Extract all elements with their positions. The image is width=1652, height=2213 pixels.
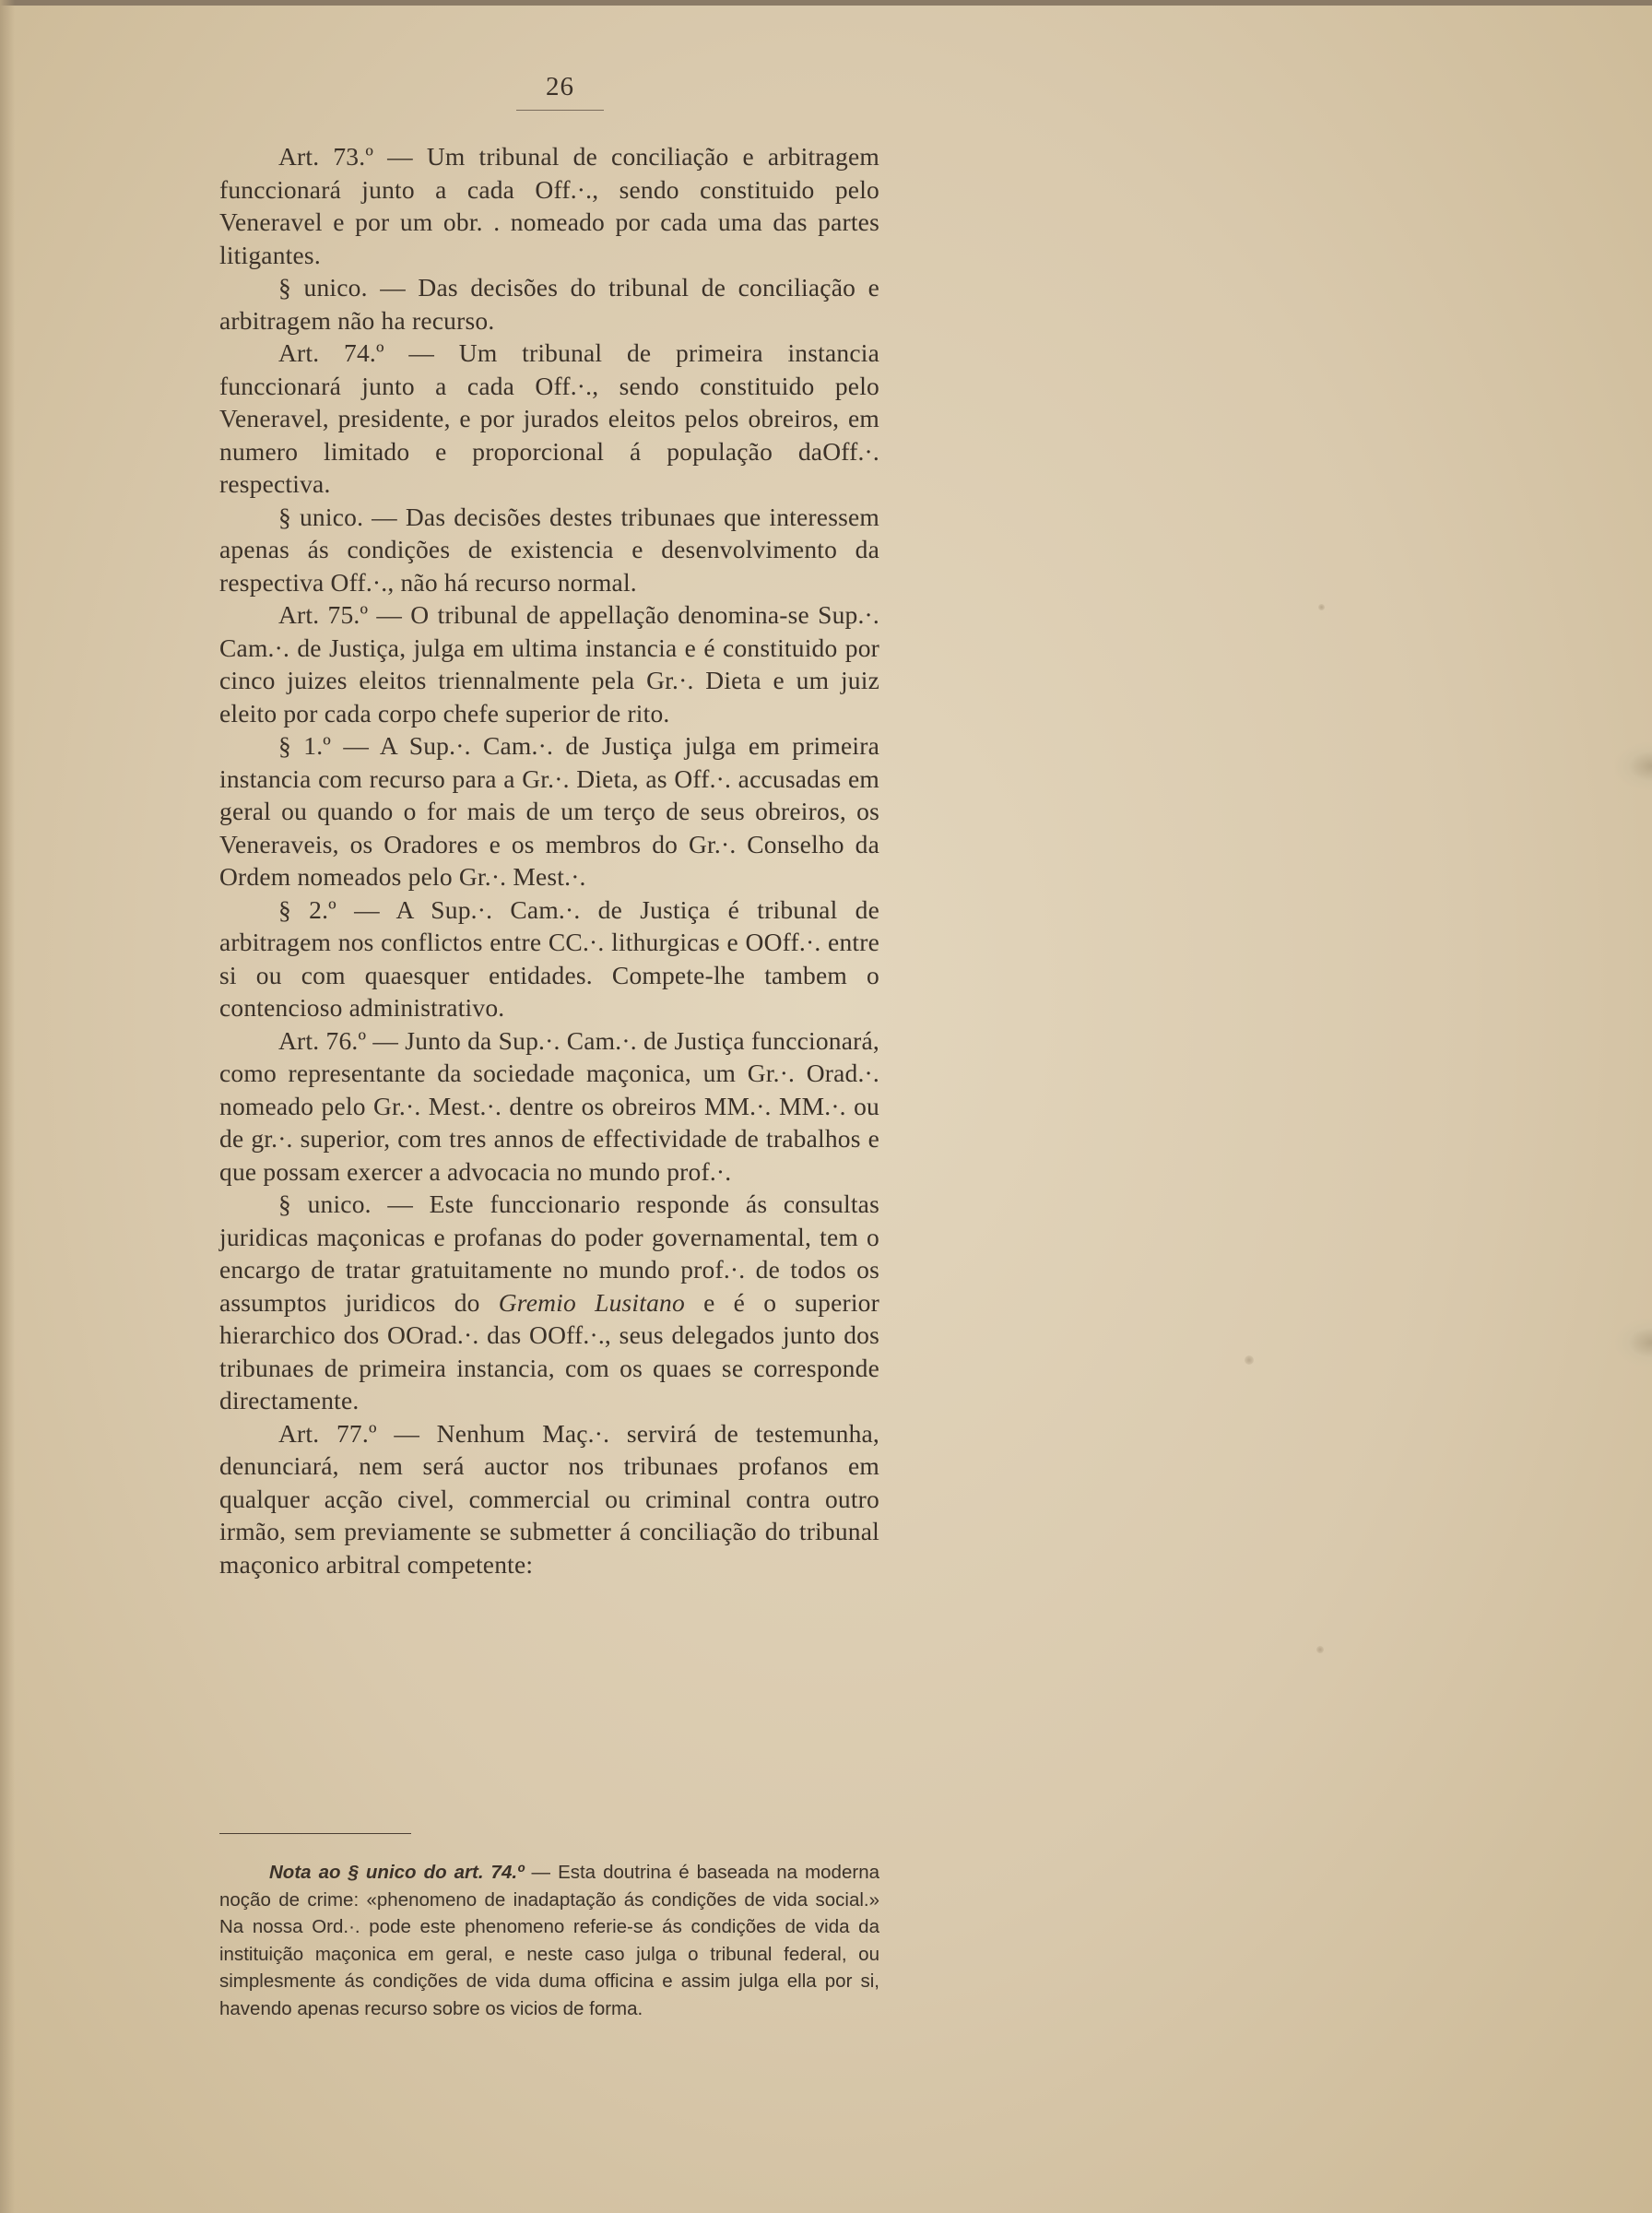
- footnote-divider: [219, 1833, 411, 1834]
- page-stain: [1245, 1355, 1254, 1365]
- page-number: 26: [516, 72, 604, 111]
- footnote-text: — Esta doutrina é baseada na moderna noção de crime: «phenomeno de inadaptação ás condições de vida social.» Na nossa Ord.·. pode este phenomeno referie-se ás condições de vida da instituição maçonica em geral, e neste caso julga o tribunal federal, ou simplesmente ás condições de vida duma officina e assim julga ella por si, havendo apenas recurso sobre os vicios de forma.: [219, 1862, 879, 2019]
- footnote: [219, 1859, 879, 2022]
- paragraph-art-75-s2: § 2.º — A Sup.·. Cam.·. de Justiça é tribunal de arbitragem nos conflictos entre CC.·. lithurgicas e OOff.·. entre si ou com quaesquer entidades. Compete-lhe tambem o contencioso administrativo.: [219, 894, 879, 1022]
- gremio-lusitano-italic: Gremio Lusitano: [498, 1287, 685, 1317]
- paragraph-art-76-unico-after: e é o superior hierarchico dos OOrad.·. das OOff.·., seus delegados junto dos tribunaes de primeira instancia, com os quaes se corresponde directamente.: [219, 1287, 879, 1414]
- page-stain: [1316, 1646, 1324, 1653]
- paragraph-art-74: Art. 74.º — Um tribunal de primeira instancia funccionará junto a cada Off.·., sendo constituido pelo Veneravel, presidente, e por jurados eleitos pelos obreiros, em numero limitado e proporcional á população daOff.·. respectiva.: [219, 338, 879, 498]
- page-tear-mark: [1615, 742, 1652, 790]
- footnote-lead: Nota ao § unico do art. 74.º: [269, 1862, 525, 1883]
- paragraph-art-76: Art. 76.º — Junto da Sup.·. Cam.·. de Justiça funccionará, como representante da sociedade maçonica, um Gr.·. Orad.·. nomeado pelo Gr.·. Mest.·. dentre os obreiros MM.·. MM.·. ou de gr.·. superior, com tres annos de effectividade de trabalhos e que possam exercer a advocacia no mundo prof.·.: [219, 1025, 879, 1186]
- page-left-edge: [0, 0, 15, 2213]
- page-stain: [1318, 604, 1325, 610]
- paragraph-art-74-unico: § unico. — Das decisões destes tribunaes que interessem apenas ás condições de existencia e desenvolvimento da respectiva Off.·., não há recurso normal.: [219, 502, 879, 597]
- paragraph-art-75-s1: § 1.º — A Sup.·. Cam.·. de Justiça julga em primeira instancia com recurso para a Gr.·. Dieta, as Off.·. accusadas em geral ou quando o for mais de um terço de seus obreiros, os Veneraveis, os Oradores e os membros do Gr.·. Conselho da Ordem nomeados pelo Gr.·. Mest.·.: [219, 731, 879, 891]
- page-tear-mark: [1615, 1319, 1652, 1367]
- paragraph-art-76-unico-before: § unico. — Este funccionario responde ás consultas juridicas maçonicas e profanas do poder governamental, tem o encargo de tratar gratuitamente no mundo prof.·. de todos os assumptos juridicos do: [219, 1189, 879, 1317]
- page-top-edge: [0, 0, 1652, 6]
- paragraph-art-76-unico: [219, 1188, 879, 1417]
- body-text: [219, 140, 879, 1580]
- paragraph-art-77: Art. 77.º — Nenhum Maç.·. servirá de testemunha, denunciará, nem será auctor nos tribunaes profanos em qualquer acção civel, commercial ou criminal contra outro irmão, sem previamente se submetter á conciliação do tribunal maçonico arbitral competente:: [219, 1418, 879, 1579]
- paragraph-art-73-unico: § unico. — Das decisões do tribunal de conciliação e arbitragem não ha recurso.: [219, 273, 879, 335]
- paragraph-art-75: Art. 75.º — O tribunal de appellação denomina-se Sup.·. Cam.·. de Justiça, julga em ultima instancia e é constituido por cinco juizes eleitos triennalmente pela Gr.·. Dieta e um juiz eleito por cada corpo chefe superior de rito.: [219, 600, 879, 728]
- paragraph-art-73: Art. 73.º — Um tribunal de conciliação e arbitragem funccionará junto a cada Off.·., sendo constituido pelo Veneravel e por um obr. . nomeado por cada uma das partes litigantes.: [219, 142, 879, 269]
